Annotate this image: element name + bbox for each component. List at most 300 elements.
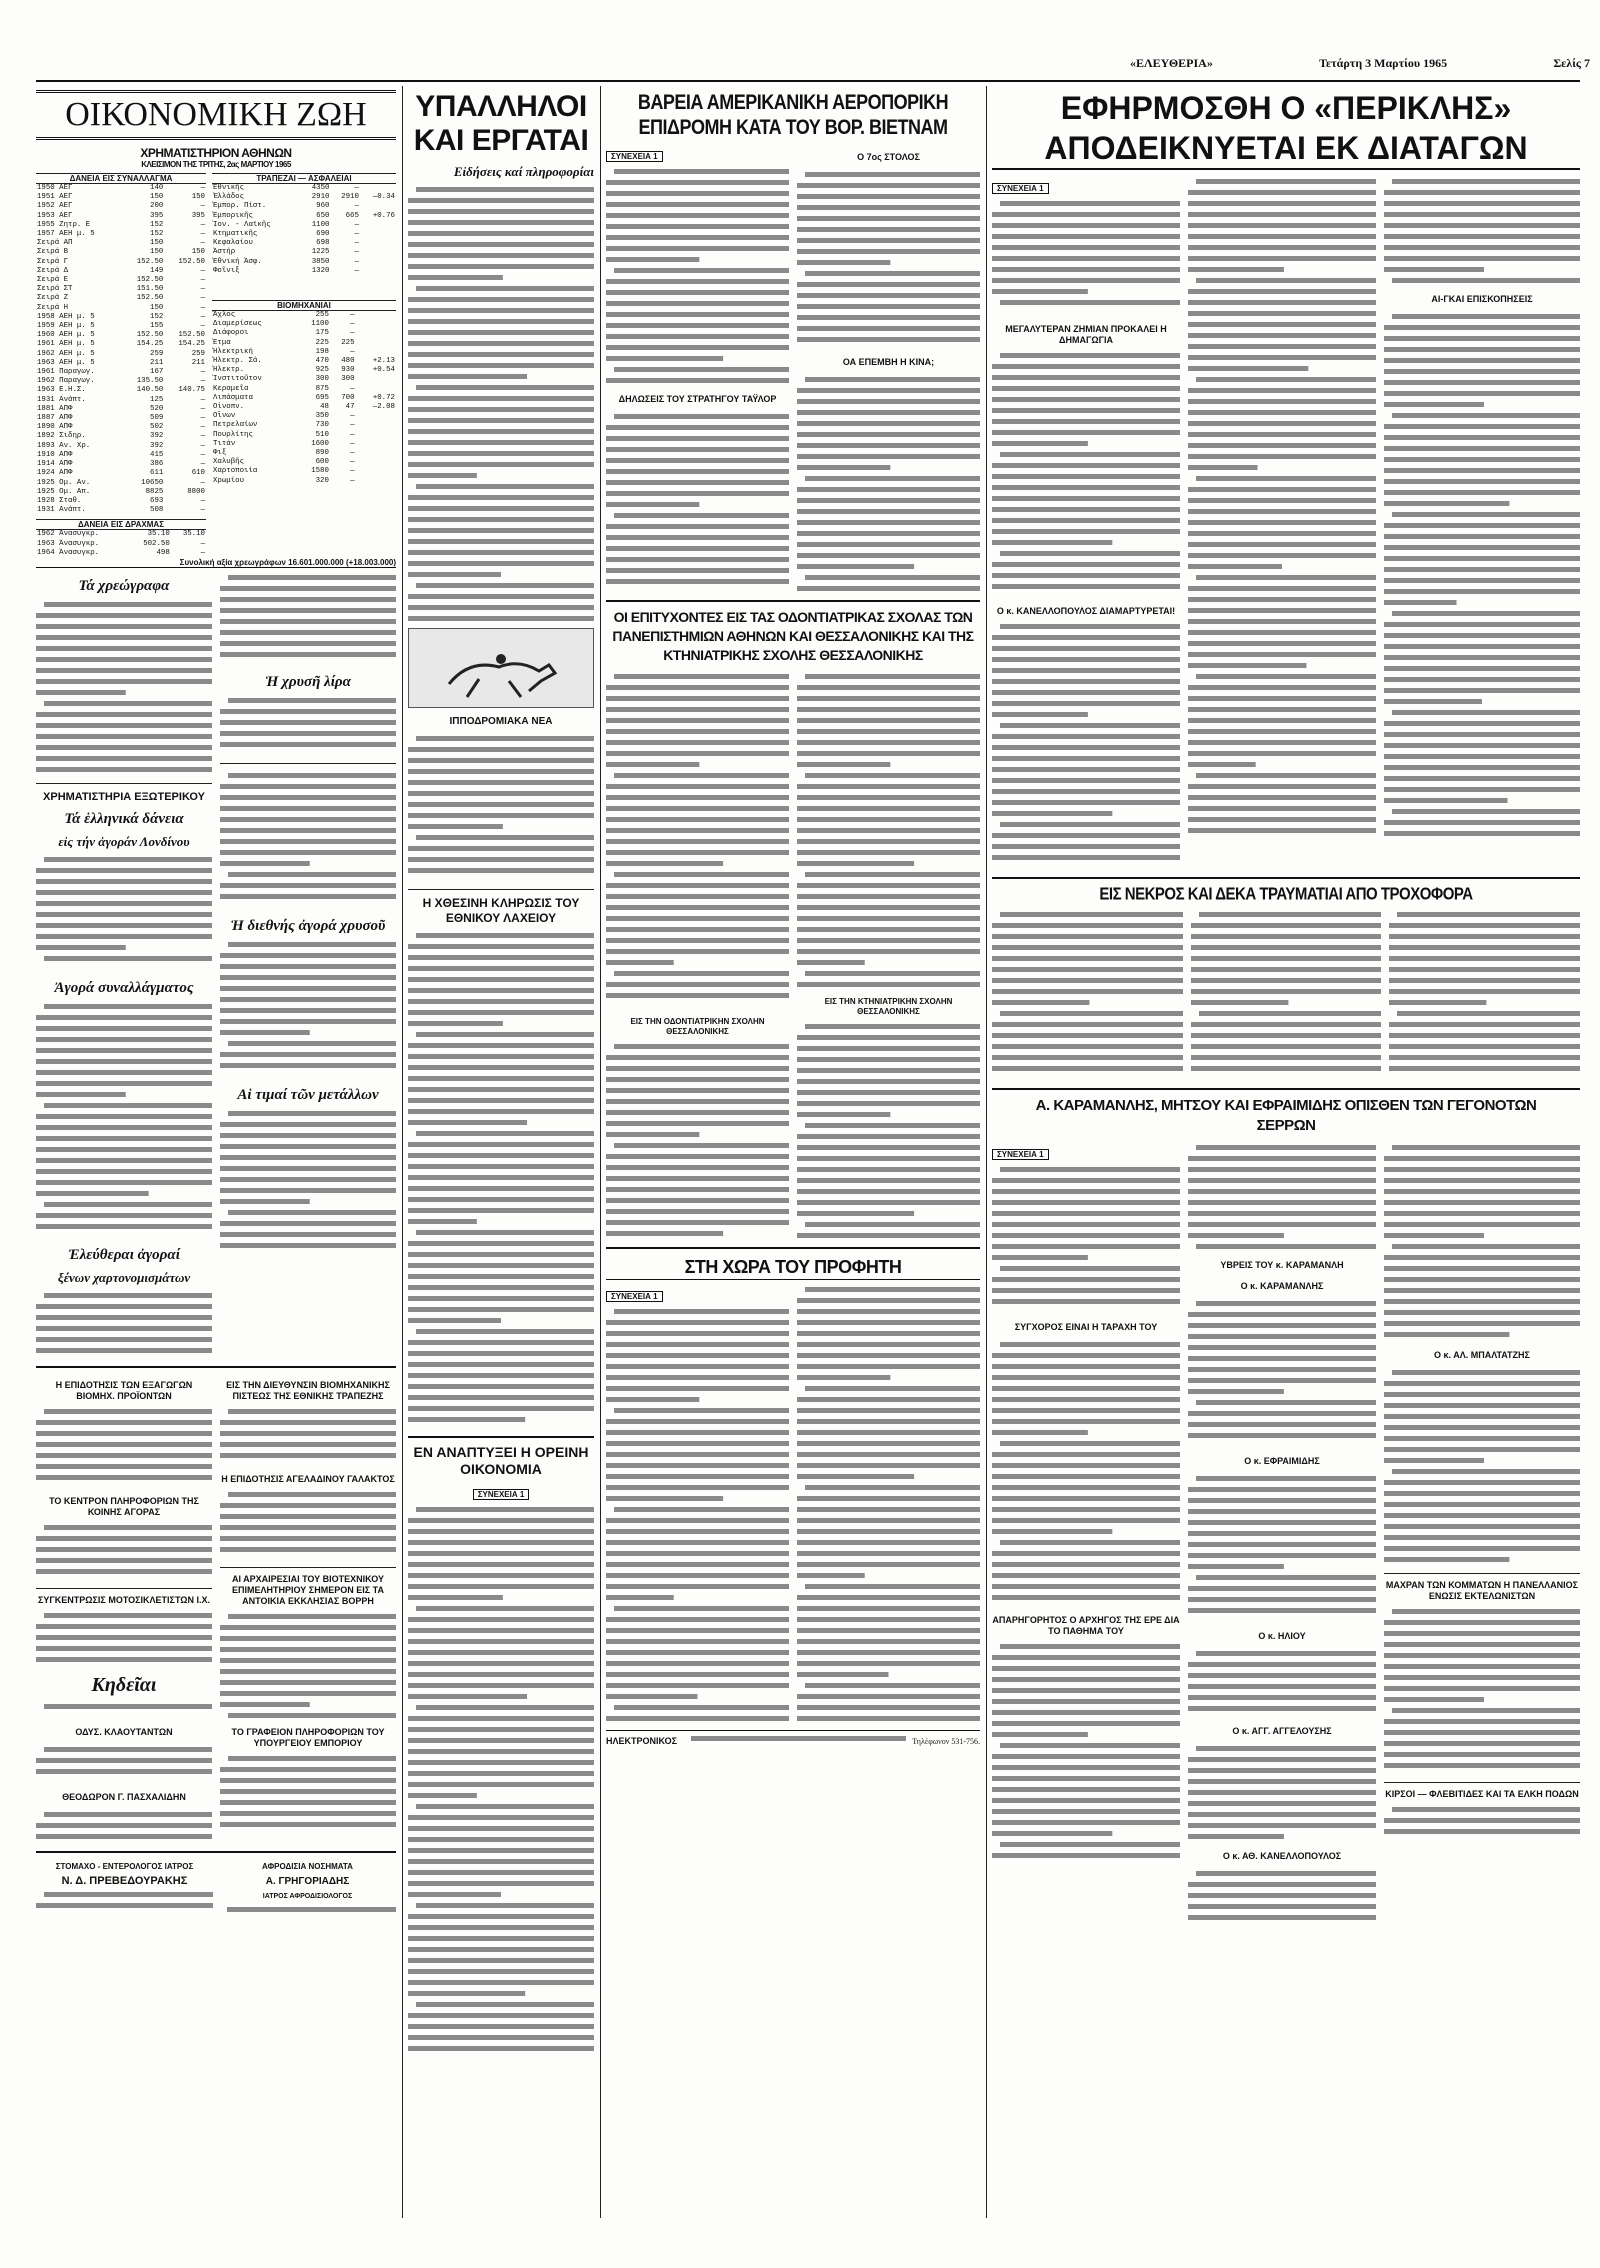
text-line: [1384, 1686, 1580, 1691]
text-line: [606, 894, 789, 899]
text-line: [797, 1474, 914, 1479]
text-line: [1188, 1801, 1376, 1806]
body-text-lines: [797, 671, 980, 991]
text-line: [1384, 831, 1580, 836]
article-diefthynseis: [220, 1406, 396, 1468]
text-line: [408, 594, 594, 599]
text-line: [228, 942, 396, 947]
text-line: [1188, 1662, 1376, 1667]
heading-kanel2: Ο κ. ΑΘ. ΚΑΝΕΛΛΟΠΟΥΛΟΣ: [1222, 1851, 1342, 1861]
text-line: [1188, 201, 1376, 206]
text-line: [606, 301, 789, 306]
text-line: [1000, 300, 1180, 305]
text-line: [1188, 1411, 1376, 1416]
text-line: [606, 949, 789, 954]
text-line: [416, 1705, 594, 1710]
text-line: [606, 480, 789, 485]
pericles-subcol-3: [1384, 176, 1580, 871]
text-line: [220, 1822, 396, 1827]
text-line: [606, 1375, 789, 1380]
text-line: [797, 1167, 980, 1172]
text-line: [797, 1353, 980, 1358]
pericles-text-2: [992, 350, 1180, 600]
text-line: [1384, 677, 1580, 682]
text-line: [220, 1680, 396, 1685]
text-line: [408, 330, 594, 335]
text-line: [1191, 1044, 1382, 1049]
text-line: [1188, 344, 1376, 349]
text-line: [408, 352, 594, 357]
serres-subcol-1: [992, 1142, 1180, 1928]
text-line: [408, 1727, 594, 1732]
text-line: [220, 997, 396, 1002]
text-line: [408, 561, 594, 566]
text-line: [1000, 1743, 1180, 1748]
text-line: [36, 1304, 212, 1309]
text-line: [1389, 1000, 1486, 1005]
text-line: [606, 1088, 789, 1093]
text-line: [992, 267, 1180, 272]
body-text-lines: [797, 169, 980, 349]
text-line: [36, 756, 212, 761]
text-line: [797, 1518, 980, 1523]
ad-electronics: [606, 1730, 980, 1749]
text-line: [1188, 608, 1376, 613]
text-line: [606, 806, 789, 811]
drachma-loans-rows: 1962 Ἀνασυγκρ. 35.10 35.10 1963 Ἀνασυγκρ. 502.50 — 1964 Ἀνασυγκρ. 498 —: [37, 530, 205, 557]
body-text-lines: [36, 1889, 213, 1913]
text-line: [416, 736, 594, 741]
prophet-text-left: [606, 1306, 789, 1726]
text-line: [416, 1131, 594, 1136]
text-line: [797, 1672, 889, 1677]
text-line: [44, 1812, 212, 1817]
heading-ektelonistes: ΜΑΧΡΑΝ ΤΩΝ ΚΟΜΜΑΤΩΝ Η ΠΑΝΕΛΛΑΝΙΟΣ ΕΝΩΣΙΣ ΕΚΤΕΛΩΝΙΣΤΩΝ: [1385, 1580, 1579, 1601]
text-line: [797, 509, 980, 514]
prophet-right: [797, 1284, 980, 1726]
text-line: [691, 1736, 906, 1741]
body-text-lines: [1384, 1142, 1580, 1342]
text-line: [797, 1694, 980, 1699]
text-line: [606, 1342, 789, 1347]
text-line: [992, 978, 1183, 983]
text-line: [220, 1778, 396, 1783]
text-line: [992, 1408, 1180, 1413]
text-line: [606, 839, 789, 844]
heading-metalla: Αἱ τιμαί τῶν μετάλλων: [237, 1086, 379, 1103]
text-line: [408, 1098, 594, 1103]
text-line: [1389, 945, 1580, 950]
text-line: [416, 1507, 594, 1512]
text-line: [606, 469, 789, 474]
dental-results-right: [797, 671, 980, 1241]
text-line: [1188, 718, 1376, 723]
text-line: [992, 540, 1112, 545]
text-line: [228, 872, 396, 877]
drachma-loans-header: ΔΑΝΕΙΑ ΕΙΣ ΔΡΑΧΜΑΣ: [36, 519, 206, 530]
text-line: [1199, 912, 1382, 917]
text-line: [408, 1947, 594, 1952]
body-text-lines: [1188, 1298, 1376, 1448]
text-line: [1384, 190, 1580, 195]
text-line: [1384, 732, 1580, 737]
text-line: [992, 1551, 1180, 1556]
text-line: [1188, 564, 1282, 569]
text-line: [36, 624, 212, 629]
text-line: [36, 1420, 212, 1425]
text-line: [992, 1474, 1180, 1479]
article-klirosi: [408, 930, 594, 1430]
text-line: [1384, 820, 1580, 825]
accidents-text-3: [1389, 909, 1580, 1082]
heading-apragoritos: ΑΠΑΡΗΓΟΡΗΤΟΣ Ο ΑΡΧΗΓΟΣ ΤΗΣ ΕΡΕ ΔΙΑ ΤΟ ΠΑΘΗΜΑ ΤΟΥ: [992, 1615, 1180, 1636]
text-line: [1188, 256, 1376, 261]
text-line: [408, 1219, 477, 1224]
body-text-lines: [220, 939, 396, 1081]
masthead: [1130, 56, 1590, 76]
text-line: [805, 1222, 980, 1227]
dental-list-athens: [606, 671, 789, 1011]
text-line: [797, 850, 980, 855]
text-line: [1188, 630, 1376, 635]
heading-klirosi: Η ΧΘΕΣΙΝΗ ΚΛΗΡΩΣΙΣ ΤΟΥ ΕΘΝΙΚΟΥ ΛΑΧΕΙΟΥ: [422, 896, 580, 925]
text-line: [408, 1892, 501, 1897]
economy-subcol-right: [220, 572, 396, 1360]
text-line: [1384, 1502, 1580, 1507]
text-line: [220, 850, 396, 855]
text-line: [1384, 1200, 1580, 1205]
text-line: [1384, 688, 1580, 693]
ad-venereal-sub: ΙΑΤΡΟΣ ΑΦΡΟΔΙΣΙΟΛΟΓΟΣ: [262, 1892, 353, 1900]
text-line: [408, 1859, 594, 1864]
text-line: [408, 1241, 594, 1246]
text-line: [408, 2024, 594, 2029]
text-line: [408, 1936, 594, 1941]
text-line: [220, 1691, 396, 1696]
text-line: [1188, 696, 1376, 701]
text-line: [805, 773, 980, 778]
text-line: [220, 1503, 396, 1508]
text-line: [606, 685, 789, 690]
heading-iliou: Ο κ. ΗΛΙΟΥ: [1258, 1631, 1306, 1641]
text-line: [992, 956, 1183, 961]
text-line: [416, 1329, 594, 1334]
text-line: [220, 1767, 396, 1772]
text-line: [797, 894, 980, 899]
heading-mpaltatzis: Ο κ. ΑΛ. ΜΠΑΛΤΑΤΖΗΣ: [1434, 1350, 1530, 1360]
text-line: [797, 282, 980, 287]
text-line: [614, 1507, 789, 1512]
text-line: [606, 458, 789, 463]
text-line: [606, 235, 789, 240]
text-line: [1384, 446, 1580, 451]
text-line: [36, 1048, 212, 1053]
text-line: [1188, 322, 1376, 327]
text-line: [408, 868, 594, 873]
text-line: [1188, 762, 1256, 767]
horse-race-illustration: [408, 628, 594, 708]
body-text-lines: [992, 909, 1183, 1079]
text-line: [36, 1136, 212, 1141]
text-line: [1389, 956, 1580, 961]
article-stolos: [797, 169, 980, 349]
text-line: [408, 616, 594, 621]
text-line: [36, 1769, 212, 1774]
text-line: [416, 385, 594, 390]
text-line: [1188, 509, 1376, 514]
body-text-lines: [797, 1021, 980, 1241]
text-line: [408, 440, 594, 445]
text-line: [408, 977, 594, 982]
heading-chreografa: Τά χρεώγραφα: [78, 577, 170, 594]
body-text-lines: [220, 1753, 396, 1837]
text-line: [992, 1066, 1183, 1071]
pericles-headline-2: ΑΠΟΔΕΙΚΝΥΕΤΑΙ ΕΚ ΔΙΑΤΑΓΩΝ: [992, 128, 1580, 170]
text-line: [606, 1066, 789, 1071]
body-text-lines: [220, 770, 396, 912]
text-line: [797, 707, 980, 712]
text-line: [797, 421, 980, 426]
text-line: [408, 1749, 594, 1754]
text-line: [1188, 1812, 1376, 1817]
text-line: [227, 1907, 396, 1912]
text-line: [36, 635, 212, 640]
text-line: [36, 1834, 212, 1839]
text-line: [1392, 179, 1580, 184]
article-ektelonistes: [1384, 1606, 1580, 1776]
workers-subtitle: Εἰδήσεις καί πληροφορίαι: [453, 164, 594, 179]
text-line: [606, 447, 789, 452]
text-line: [797, 729, 980, 734]
text-line: [416, 484, 594, 489]
text-line: [408, 1870, 594, 1875]
text-line: [1384, 501, 1509, 506]
text-line: [408, 1694, 527, 1699]
text-line: [1196, 1145, 1376, 1150]
text-line: [1191, 1055, 1382, 1060]
article-oreini: [408, 1504, 594, 2064]
text-line: [220, 1144, 396, 1149]
text-line: [36, 1657, 212, 1662]
text-line: [606, 1518, 789, 1523]
text-line: [1191, 1000, 1288, 1005]
text-line: [797, 564, 914, 569]
body-text-lines: [220, 1611, 396, 1721]
body-text-lines: [220, 695, 396, 757]
text-line: [1384, 1631, 1580, 1636]
text-line: [36, 945, 126, 950]
text-line: [1191, 1033, 1382, 1038]
body-text-lines: [992, 621, 1180, 871]
text-line: [992, 573, 1180, 578]
banks-header: ΤΡΑΠΕΖΑΙ — ΑΣΦΑΛΕΙΑΙ: [212, 173, 396, 184]
text-line: [220, 883, 396, 888]
text-line: [1188, 619, 1376, 624]
text-line: [1392, 1244, 1580, 1249]
text-line: [220, 1514, 396, 1519]
heading-london: εἰς τήν ἀγοράν Λονδίνου: [58, 833, 190, 849]
text-line: [408, 209, 594, 214]
text-line: [44, 602, 212, 607]
text-line: [416, 1804, 594, 1809]
text-line: [1188, 740, 1376, 745]
text-line: [614, 674, 789, 679]
text-line: [1188, 1882, 1376, 1887]
text-line: [220, 1177, 396, 1182]
text-line: [408, 308, 594, 313]
pericles-subcol-2: [1188, 176, 1376, 871]
text-line: [1392, 1609, 1580, 1614]
text-line: [1188, 1211, 1376, 1216]
text-line: [614, 773, 789, 778]
text-line: [228, 575, 396, 580]
text-line: [1191, 967, 1382, 972]
text-line: [992, 529, 1180, 534]
text-line: [606, 883, 789, 888]
text-line: [1384, 402, 1484, 407]
text-line: [797, 520, 980, 525]
appointments-list: [1384, 311, 1580, 841]
text-line: [992, 1732, 1088, 1737]
text-line: [992, 419, 1180, 424]
text-line: [1384, 1321, 1580, 1326]
text-line: [408, 1373, 594, 1378]
text-line: [408, 1826, 594, 1831]
text-line: [606, 938, 789, 943]
text-line: [44, 1293, 212, 1298]
text-line: [606, 180, 789, 185]
pericles-column: [992, 86, 1580, 2228]
text-line: [220, 1008, 396, 1013]
text-line: [408, 758, 594, 763]
text-line: [408, 1395, 594, 1400]
text-line: [220, 1658, 396, 1663]
text-line: [992, 767, 1180, 772]
article-kentron: [36, 1522, 212, 1582]
text-line: [797, 465, 890, 470]
text-line: [797, 817, 980, 822]
text-line: [1384, 1752, 1580, 1757]
text-line: [992, 1189, 1180, 1194]
body-text-lines: [220, 1406, 396, 1468]
heading-ybreis: ΥΒΡΕΙΣ ΤΟΥ κ. ΚΑΡΑΜΑΝΛΗ: [1220, 1260, 1344, 1270]
article-foreign-markets: [220, 770, 396, 912]
text-line: [1389, 1033, 1580, 1038]
text-line: [1389, 923, 1580, 928]
text-line: [992, 1419, 1180, 1424]
dental-list-continued: [797, 671, 980, 991]
text-line: [614, 1705, 789, 1710]
veterinary-list: [797, 1021, 980, 1241]
body-text-lines: [36, 1001, 212, 1241]
text-line: [797, 1145, 980, 1150]
text-line: [797, 883, 980, 888]
text-line: [36, 1635, 212, 1640]
text-line: [797, 905, 980, 910]
text-line: [1188, 1312, 1376, 1317]
text-line: [408, 857, 594, 862]
text-line: [1389, 1022, 1580, 1027]
text-line: [220, 1625, 396, 1630]
text-line: [36, 690, 126, 695]
text-line: [1188, 1189, 1376, 1194]
article-gold-intro: [220, 572, 396, 668]
text-line: [408, 1584, 594, 1589]
article-chrysi-lira: [220, 695, 396, 757]
text-line: [1188, 806, 1376, 811]
text-line: [1188, 641, 1376, 646]
text-line: [408, 1650, 594, 1655]
body-text-lines: [36, 1522, 212, 1582]
text-line: [36, 1536, 212, 1541]
ad-gastro-name: Ν. Δ. ΠΡΕΒΕΔΟΥΡΑΚΗΣ: [61, 1874, 188, 1887]
text-line: [797, 1101, 980, 1106]
text-line: [408, 1362, 594, 1367]
text-line: [606, 795, 789, 800]
text-line: [36, 668, 212, 673]
text-line: [36, 1337, 212, 1342]
text-line: [1384, 1719, 1580, 1724]
text-line: [992, 923, 1183, 928]
vietnam-column: [606, 86, 980, 2228]
text-line: [992, 496, 1180, 501]
text-line: [606, 1584, 789, 1589]
text-line: [44, 1202, 212, 1207]
text-line: [36, 767, 212, 772]
text-line: [606, 751, 789, 756]
serres-text-3: [992, 1641, 1180, 1871]
serres-text-1: [992, 1164, 1180, 1314]
text-line: [992, 734, 1180, 739]
text-line: [992, 1375, 1180, 1380]
text-line: [36, 679, 212, 684]
prophet-continuation: ΣΥΝΕΧΕΙΑ 1: [606, 1291, 663, 1302]
text-line: [992, 1721, 1180, 1726]
text-line: [1188, 817, 1376, 822]
text-line: [220, 1019, 396, 1024]
text-line: [220, 784, 396, 789]
text-line: [36, 1070, 212, 1075]
text-line: [992, 646, 1180, 651]
text-line: [1188, 531, 1376, 536]
text-line: [408, 2046, 594, 2051]
accidents-text-2: [1191, 909, 1382, 1082]
pericles-headline-1: ΕΦΗΡΜΟΣΘΗ Ο «ΠΕΡΙΚΛΗΣ»: [1060, 90, 1512, 126]
text-line: [220, 1133, 396, 1138]
body-text-lines: [408, 1504, 594, 2064]
text-line: [36, 1558, 212, 1563]
text-line: [992, 1853, 1180, 1858]
text-line: [220, 1052, 396, 1057]
text-line: [992, 375, 1180, 380]
text-line: [416, 2002, 594, 2007]
text-line: [992, 1562, 1180, 1567]
text-line: [614, 414, 789, 419]
text-line: [797, 1529, 980, 1534]
text-line: [992, 584, 1180, 589]
economy-news-right: [220, 1374, 396, 1845]
text-line: [36, 901, 212, 906]
serres-text-11: [1384, 1367, 1580, 1567]
text-line: [992, 1518, 1180, 1523]
text-line: [1188, 1334, 1376, 1339]
text-line: [992, 657, 1180, 662]
text-line: [228, 1713, 396, 1718]
text-line: [36, 1326, 212, 1331]
text-line: [408, 1551, 594, 1556]
text-line: [1000, 624, 1180, 629]
text-line: [992, 441, 1088, 446]
